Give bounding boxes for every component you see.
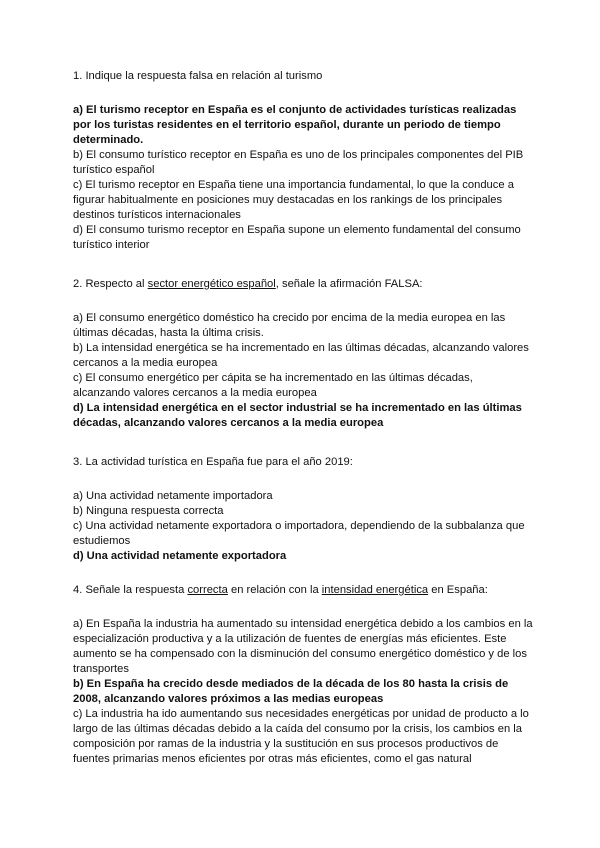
- option-b: b) En España ha crecido desde mediados de la década de los 80 hasta la crisis de 2008, alcanzando valores próximos a las medias europeas: [73, 678, 509, 705]
- question-4-options: [73, 617, 533, 767]
- option-b: b) La intensidad energética se ha incrementado en las últimas décadas, alcanzando valores cercanos a la media europea: [73, 342, 529, 369]
- question-4-title-underlined-2: intensidad energética: [321, 584, 429, 596]
- question-3-options: [73, 489, 533, 564]
- option-b: b) Ninguna respuesta correcta: [73, 505, 224, 517]
- option-a: a) En España la industria ha aumentado su intensidad energética debido a los cambios en la especialización productiva y a la utilización de fuentes de energías más eficientes. Este aumento se ha compensado con la disminución del consumo energético doméstico y de los transportes: [73, 618, 533, 675]
- question-4-title-underlined-1: correcta: [187, 584, 228, 596]
- option-a: a) Una actividad netamente importadora: [73, 490, 273, 502]
- option-c: c) La industria ha ido aumentando sus necesidades energéticas por unidad de producto a lo largo de las últimas décadas debido a la caída del consumo por la crisis, los cambios en la composición por ramas de la industria y la sustitución en sus procesos productivos de fuentes primarias menos eficientes por otras más eficientes, como el gas natural: [73, 708, 529, 765]
- question-4-title: [73, 583, 533, 598]
- option-c: c) El turismo receptor en España tiene una importancia fundamental, lo que la conduce a figurar habitualmente en posiciones muy destacadas en los rankings de los principales destinos turísticos internacionales: [73, 179, 514, 221]
- option-d: d) La intensidad energética en el sector industrial se ha incrementado en las últimas décadas, alcanzando valores cercanos a la media europea: [73, 402, 522, 429]
- option-d: d) El consumo turismo receptor en España supone un elemento fundamental del consumo turístico interior: [73, 224, 521, 251]
- option-c: c) El consumo energético per cápita se ha incrementado en las últimas décadas, alcanzando valores cercanos a la media europea: [73, 372, 473, 399]
- question-1: [73, 69, 533, 253]
- option-b: b) El consumo turístico receptor en España es uno de los principales componentes del PIB turístico español: [73, 149, 524, 176]
- question-4-title-part-1: 4. Señale la respuesta: [73, 584, 188, 596]
- option-a: a) El turismo receptor en España es el conjunto de actividades turísticas realizadas por los turistas residentes en el territorio español, durante un periodo de tiempo determinado.: [73, 104, 517, 146]
- question-3: [73, 455, 533, 564]
- question-4-title-part-3: en España:: [428, 584, 488, 596]
- option-a: a) El consumo energético doméstico ha crecido por encima de la media europea en las últimas décadas, hasta la última crisis.: [73, 312, 506, 339]
- question-4-title-part-2: en relación con la: [227, 584, 322, 596]
- question-3-title: 3. La actividad turística en España fue para el año 2019:: [73, 456, 353, 468]
- question-2: [73, 277, 533, 431]
- question-2-title-suffix: , señale la afirmación FALSA:: [275, 278, 423, 290]
- question-1-options: [73, 103, 533, 253]
- question-4: [73, 583, 533, 767]
- question-2-title-underlined: sector energético español: [147, 278, 276, 290]
- question-2-options: [73, 311, 533, 431]
- option-c: c) Una actividad netamente exportadora o importadora, dependiendo de la subbalanza que estudiemos: [73, 520, 525, 547]
- question-1-title: 1. Indique la respuesta falsa en relación al turismo: [73, 70, 323, 82]
- question-2-title: [73, 277, 533, 292]
- option-d: d) Una actividad netamente exportadora: [73, 550, 287, 562]
- question-2-title-prefix: 2. Respecto al: [73, 278, 148, 290]
